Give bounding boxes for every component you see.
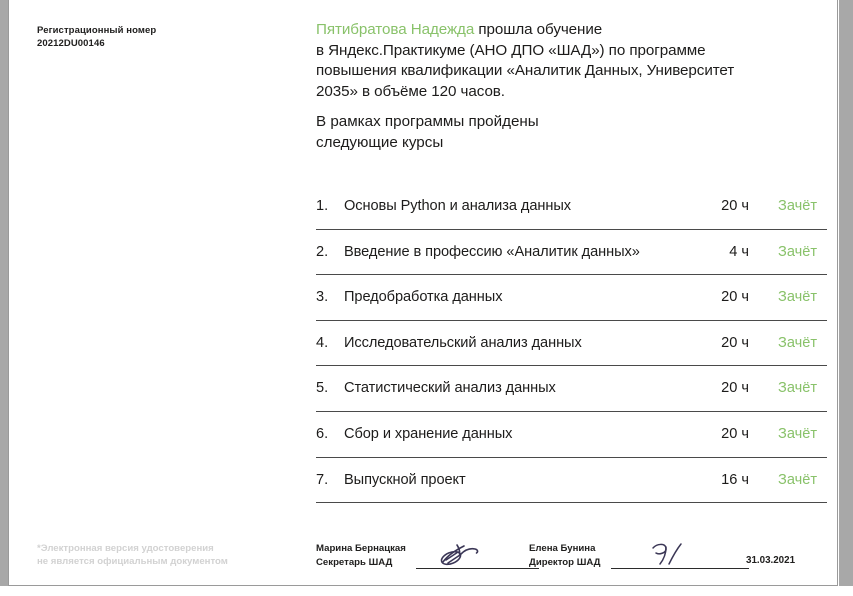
page-right-gutter	[839, 0, 853, 596]
disclaimer-line1: *Электронная версия удостоверения	[37, 543, 214, 554]
signature-rule-secretary	[416, 568, 539, 570]
course-status: Зачёт	[778, 471, 818, 488]
course-hours: 20 ч	[721, 289, 749, 306]
intro-line4: 2035» в объёме 120 часов.	[316, 82, 505, 100]
signature-line-wrap-secretary	[416, 542, 539, 569]
intro-line1-rest: прошла обучение	[474, 21, 603, 38]
table-row	[316, 321, 827, 367]
page-left-gutter	[0, 0, 8, 596]
course-hours: 20 ч	[721, 380, 749, 397]
signatory-name: Елена Бунина	[529, 543, 596, 554]
course-hours: 16 ч	[721, 471, 749, 488]
registration-label: Регистрационный номер	[37, 25, 157, 36]
course-title: Предобработка данных	[344, 289, 503, 306]
courses-table	[316, 184, 827, 503]
intro-paragraph	[316, 20, 816, 102]
page-bottom-gutter	[0, 586, 853, 596]
subhead-line1: В рамках программы пройдены	[316, 113, 539, 130]
certificate-page	[8, 0, 838, 586]
disclaimer-note	[37, 542, 297, 568]
course-index: 1.	[316, 198, 329, 214]
course-title: Введение в профессию «Аналитик данных»	[344, 243, 640, 260]
intro-line3: повышения квалификации «Аналитик Данных, Университет	[316, 62, 735, 79]
course-index: 6.	[316, 425, 329, 442]
course-index: 3.	[316, 289, 329, 306]
course-hours: 20 ч	[721, 198, 749, 214]
course-index: 7.	[316, 471, 329, 488]
table-row	[316, 184, 827, 230]
course-hours: 4 ч	[729, 243, 749, 260]
signature-line-wrap-director	[611, 542, 749, 569]
course-index: 5.	[316, 380, 329, 397]
registration-block	[37, 24, 267, 50]
student-name: Пятибратова Надежда	[316, 21, 475, 38]
table-row	[316, 230, 827, 276]
signature-names-director	[529, 542, 600, 569]
table-row	[316, 412, 827, 458]
course-title: Основы Python и анализа данных	[344, 198, 571, 214]
course-status: Зачёт	[778, 425, 818, 442]
course-index: 2.	[316, 243, 329, 260]
signature-block-director	[529, 542, 749, 569]
course-status: Зачёт	[778, 198, 818, 214]
course-title: Сбор и хранение данных	[344, 425, 513, 442]
course-hours: 20 ч	[721, 425, 749, 442]
signatory-name: Марина Бернацкая	[316, 543, 406, 554]
signature-mark-director-icon	[645, 542, 689, 568]
course-title: Статистический анализ данных	[344, 380, 556, 397]
course-status: Зачёт	[778, 334, 818, 351]
signatory-role: Директор ШАД	[529, 556, 601, 568]
course-title: Исследовательский анализ данных	[344, 334, 582, 351]
course-index: 4.	[316, 334, 329, 351]
courses-subheading	[316, 112, 736, 153]
course-status: Зачёт	[778, 289, 818, 306]
signature-names-secretary	[316, 542, 406, 569]
course-status: Зачёт	[778, 380, 818, 397]
subhead-line2: следующие курсы	[316, 133, 444, 151]
signature-block-secretary	[316, 542, 539, 569]
signature-mark-secretary-icon	[434, 542, 486, 568]
disclaimer-line2: не является официальным документом	[37, 556, 228, 567]
table-row	[316, 275, 827, 321]
registration-number: 20212DU00146	[37, 38, 105, 49]
signature-rule-director	[611, 568, 749, 570]
course-title: Выпускной проект	[344, 471, 466, 488]
course-hours: 20 ч	[721, 334, 749, 351]
issue-date: 31.03.2021	[746, 555, 796, 566]
signatory-role: Секретарь ШАД	[316, 556, 393, 568]
table-row	[316, 458, 827, 504]
intro-line2: в Яндекс.Практикуме (АНО ДПО «ШАД») по программе	[316, 41, 706, 59]
course-status: Зачёт	[778, 243, 818, 260]
table-row	[316, 366, 827, 412]
